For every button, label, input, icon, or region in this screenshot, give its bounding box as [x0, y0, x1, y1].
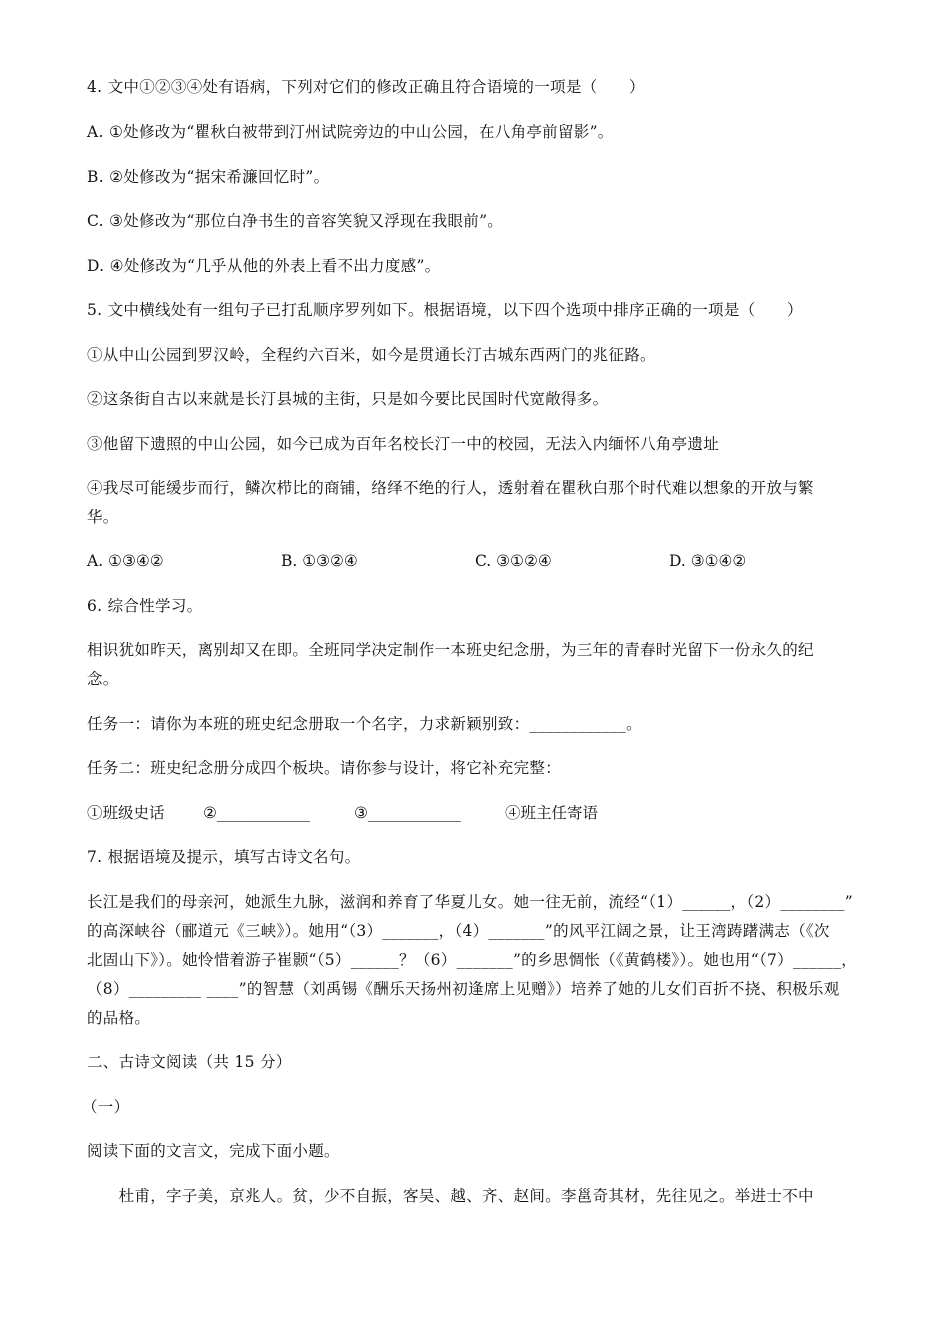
q4-option-c: C. ③处修改为“那位白净书生的音容笑貌又浮现在我眼前”。 — [87, 212, 504, 230]
q5-option-d: D. ③①④② — [669, 552, 747, 570]
q5-sentence-1: ①从中山公园到罗汉岭，全程约六百米，如今是贯通长汀古城东西两门的兆征路。 — [87, 346, 656, 364]
q7-passage-line-2: 的高深峡谷（郦道元《三峡》）。她用“（3）_______，（4）_______”的风平江阔之景，让王湾踌躇满志（《次 — [87, 922, 830, 940]
q7-passage-line-3: 北固山下》）。她怜惜着游子崔颢“（5）______？（6）_______”的乡思惆怅（《黄鹤楼》）。她也用“（7）______， — [87, 951, 858, 969]
q7-passage-line-1: 长江是我们的母亲河，她派生九脉，滋润和养育了华夏儿女。她一往无前，流经“（1）______，（2）________” — [87, 893, 853, 911]
subsection-label: （一） — [82, 1098, 130, 1116]
q5-sentence-2: ②这条街自古以来就是长汀县城的主街，只是如今要比民国时代宽敞得多。 — [87, 390, 609, 408]
q6-section-3-blank: ③____________ — [354, 804, 461, 822]
q4-option-a: A. ①处修改为“瞿秋白被带到汀州试院旁边的中山公园，在八角亭前留影”。 — [87, 123, 614, 141]
q5-sentence-4: ④我尽可能缓步而行，鳞次栉比的商铺，络绎不绝的行人，透射着在瞿秋白那个时代难以想象的开放与繁 — [87, 479, 814, 497]
q7-passage-line-5: 的品格。 — [87, 1009, 151, 1027]
classical-passage: 杜甫，字子美，京兆人。贫，少不自振，客吴、越、齐、赵间。李邕奇其材，先往见之。举进士不中 — [87, 1187, 814, 1205]
q4-option-d: D. ④处修改为“几乎从他的外表上看不出力度感”。 — [87, 257, 441, 275]
q5-sentence-4-cont: 华。 — [87, 508, 119, 526]
q4-option-b: B. ②处修改为“据宋希濂回忆时”。 — [87, 168, 330, 186]
q7-passage-line-4: （8）_________ ____”的智慧（刘禹锡《酬乐天扬州初逢席上见赠》）培养了她的儿女们百折不挠、积极乐观 — [87, 980, 840, 998]
q7-stem: 7. 根据语境及提示，填写古诗文名句。 — [87, 848, 361, 866]
q6-intro: 相识犹如昨天，离别却又在即。全班同学决定制作一本班史纪念册，为三年的青春时光留下一份永久的纪 — [87, 641, 814, 659]
q4-stem: 4. 文中①②③④处有语病，下列对它们的修改正确且符合语境的一项是（ ） — [87, 78, 645, 96]
reading-instruction: 阅读下面的文言文，完成下面小题。 — [87, 1142, 340, 1160]
q5-option-b: B. ①③②④ — [281, 552, 358, 570]
q6-section-1: ①班级史话 — [87, 804, 165, 822]
q5-option-a: A. ①③④② — [87, 552, 164, 570]
q6-section-4: ④班主任寄语 — [505, 804, 599, 822]
q5-stem: 5. 文中横线处有一组句子已打乱顺序罗列如下。根据语境，以下四个选项中排序正确的一项是（ ） — [87, 301, 803, 319]
q6-task-2: 任务二：班史纪念册分成四个板块。请你参与设计，将它补充完整： — [87, 759, 562, 777]
q6-intro-cont: 念。 — [87, 670, 119, 688]
q6-stem: 6. 综合性学习。 — [87, 597, 203, 615]
q6-task-1: 任务一：请你为本班的班史纪念册取一个名字，力求新颖别致：____________。 — [87, 715, 642, 733]
q5-option-c: C. ③①②④ — [475, 552, 552, 570]
section-heading: 二、古诗文阅读（共 15 分） — [87, 1053, 292, 1071]
q6-section-2-blank: ②____________ — [203, 804, 310, 822]
q5-sentence-3: ③他留下遗照的中山公园，如今已成为百年名校长汀一中的校园，无法入内缅怀八角亭遗址 — [87, 435, 720, 453]
